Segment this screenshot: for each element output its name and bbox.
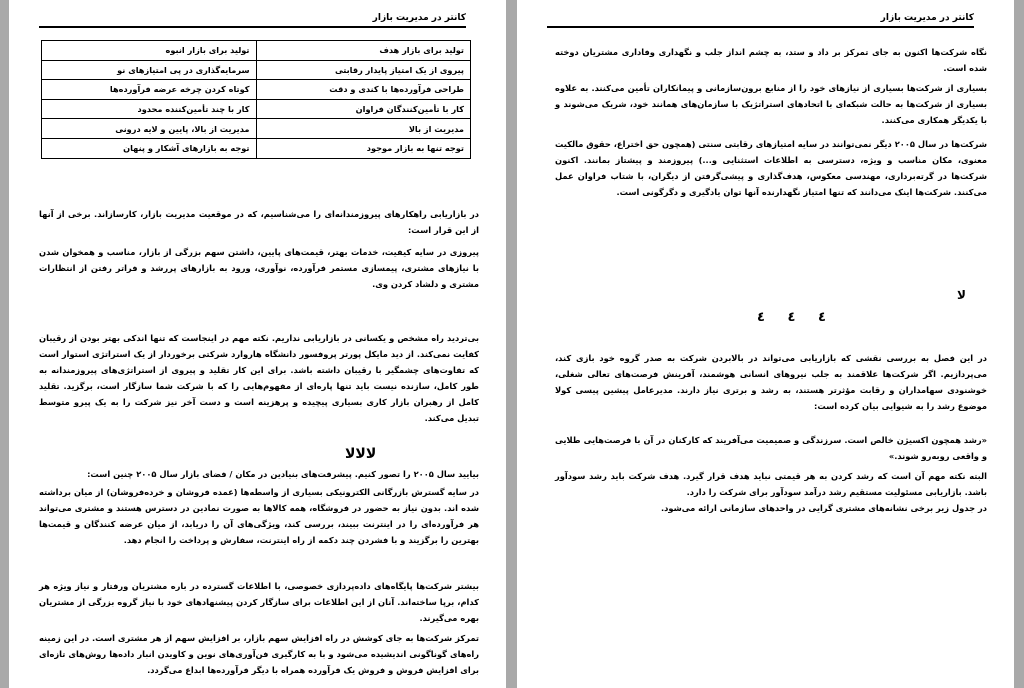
body-paragraph: پیروزی در سایه کیفیت، خدمات بهتر، قیمت‌های پایین، داشتن سهم بزرگی از بازار، مناسب و همخوان شدن با نیازهای مشتری، پیمسازی مستمر فرآورده، نوآوری، ورود به بازارهای پررشد و فراتر رفتن از انتظارات مشتری و دلشاد کردن وی. (39, 247, 479, 289)
body-paragraph: شرکت‌ها در سال ۲۰۰۵ دیگر نمی‌توانند در سایه امتیازهای رقابتی سنتی (همچون حق اختراع، حقوق مالکیت معنوی، مکان مناسب و ویژه، دسترسی به اطلاعات استثنایی و...) پیروزمند و پیشتاز بمانند. اکنون شرکت‌ها در گرته‌برداری، مهندسی معکوس، هدف‌گذاری و پیشی‌گرفتن از دیگران، با شتاب فراوان عمل می‌کنند. شرکت‌ها اینک می‌دانند که تنها امتیاز نگهدارنده آنها توان یادگیری و دگرگونی است. (555, 139, 987, 197)
quote-paragraph: «رشد همچون اکسیژن خالص است. سرزندگی و صمیمیت می‌آفریند که کارکنان در آن با فرصت‌هایی طلایی و واقعی روبه‌رو شوند.» (555, 435, 987, 461)
table-cell: طراحی فرآورده‌ها با کندی و دقت (256, 80, 471, 100)
section-mark: ﻻﻻﻻ (345, 446, 377, 462)
body-paragraph: در این فصل به بررسی نقشی که بازاریابی می‌تواند در بالابردن شرکت به صدر گروه خود بازی کند، می‌پردازیم. اگر شرکت‌ها علاقمند به جلب نیروهای انسانی هوشمند، آفرینش فرصت‌های تعالی شغلی، خوشنودی سهامداران و رقابت مؤثرتر هستند، به رشد و برتری نیاز دارند. مدیرعامل پیشین پیسی کولا موضوع رشد را به شیوایی بیان کرده است: (555, 353, 987, 411)
table-row (42, 80, 471, 100)
table-row (42, 119, 471, 139)
table-cell: پیروی از یک امتیاز پایدار رقابتی (256, 60, 471, 80)
table-cell: کوتاه کردن چرخه عرضه فرآورده‌ها (42, 80, 257, 100)
table-cell: توجه تنها به بازار موجود (256, 138, 471, 158)
table-row (42, 41, 471, 61)
section-heading-glyphs: ٤ ٤ ٤ (757, 310, 826, 325)
table-cell: توجه به بازارهای آشکار و پنهان (42, 138, 257, 158)
page-header-title: کانتر در مدیریت بازار (372, 13, 466, 23)
table-cell: مدیریت از بالا (256, 119, 471, 139)
body-paragraph: بیشتر شرکت‌ها پایگاه‌های داده‌پردازی خصوصی، با اطلاعات گسترده در باره مشتریان ورفتار و نیاز ویژه هر کدام، برپا ساخته‌اند. آنان از این اطلاعات برای سازگار کردن پیشنهادهای خود با نیاز گروه بزرگی از مشتریان بهره می‌گیرند. (39, 581, 479, 623)
body-paragraph: در سایه گسترش بازرگانی الکترونیکی بسیاری از واسطه‌ها (عمده فروشان و خرده‌فروشان) از میان برداشته شده اند. بدون نیاز به حضور در فروشگاه، همه کالاها به صورت نمادین در دسترس هستند و مشتری می‌تواند هر فرآورده‌ای را در اینترنت ببیند، بررسی کند، ویژگی‌های آن را دریابد، از میان عرضه کنندگان و قیمت‌ها بهترین را برگزیند و با فشردن چند دکمه از راه اینترنت، سفارش و پرداخت را انجام دهد. (39, 487, 479, 545)
section-mark: ﻻ (957, 288, 966, 302)
body-paragraph: در بازاریابی راهکارهای پیروزمندانه‌ای را می‌شناسیم، که در موقعیت مدیریت بازار، کارساز‌اند. برخی از آنها از این قرار است: (39, 209, 479, 235)
table-row (42, 99, 471, 119)
table-row (42, 138, 471, 158)
table-cell: کار با تأمین‌کنندگان فراوان (256, 99, 471, 119)
body-paragraph: البته نکته مهم آن است که رشد کردن به هر قیمتی نباید هدف قرار گیرد. هدف شرکت باید رشد سودآور باشد. بازاریابی مسئولیت مستقیم رشد درآمد سودآور برای شرکت را دارد. (555, 471, 987, 497)
table-cell: تولید برای بازار هدف (256, 41, 471, 61)
document-page-right (517, 0, 1014, 688)
body-paragraph: تمرکز شرکت‌ها به جای کوشش در راه افزایش سهم بازار، بر افزایش سهم از هر مشتری است. در این زمینه راه‌های گوناگونی اندیشیده می‌شود و با به کارگیری فن‌آوری‌های نوین و کاویدن انبار داده‌ها روش‌های تازه‌ای برای افزایش فروش و فروش یک فرآورده همراه با دیگر فرآورده‌ها ابداع می‌گردد. (39, 633, 479, 675)
page-header (39, 8, 466, 28)
table-row (42, 60, 471, 80)
table-cell: کار با چند تأمین‌کننده محدود (42, 99, 257, 119)
document-page-left (9, 0, 506, 688)
body-paragraph: بیایید سال ۲۰۰۵ را تصور کنیم. پیشرفت‌های بنیادین در مکان / فضای بازار سال ۲۰۰۵ چنین است: (87, 469, 479, 479)
table-cell: مدیریت از بالا، پایین و لایه درونی (42, 119, 257, 139)
page-header (547, 8, 974, 28)
body-paragraph: نگاه شرکت‌ها اکنون به جای تمرکز بر داد و ستد، به چشم انداز جلب و نگهداری وفاداری مشتریان دوخته شده است. (555, 47, 987, 73)
body-paragraph: در جدول زیر برخی نشانه‌های مشتری گرایی در واحدهای سازمانی ارائه می‌شود. (660, 503, 987, 513)
page-header-title: کانتر در مدیریت بازار (880, 13, 974, 23)
body-paragraph: بسیاری از شرکت‌ها بسیاری از نیازهای خود را از منابع برون‌سازمانی و پیمانکاران تأمین می‌کنند. به علاوه بسیاری از شرکت‌ها به حالت شبکه‌ای با اتحادهای استراتژیک با سازمان‌های همانند خود، شریک می‌شوند و با یکدیگر همکاری می‌کنند. (555, 83, 987, 125)
comparison-table (41, 40, 471, 159)
table-cell: تولید برای بازار انبوه (42, 41, 257, 61)
table-cell: سرمایه‌گذاری در پی امتیازهای نو (42, 60, 257, 80)
body-paragraph: بی‌تردید راه مشخص و یکسانی در بازاریابی نداریم. نکته مهم در اینجاست که تنها اندکی بهتر بودن از رقیبان کفایت نمی‌کند. از دید مایکل پورتر پروفسور دانشگاه هاروارد شرکتی برخوردار از یک استراتژی استوار است که تفاوت‌های چشمگیر با رقیبان داشته باشد. برای این کار تقلید و پیروی از استراتژی‌های پیروزمندانه به طور کامل، سازنده نیست باید تنها پاره‌ای از مفهوم‌هایی را که با شرکت شما سازگار است، برگزید. تقلید کامل از رهبران بازار کاری بسیاری پیچیده و پرهزینه است و دست آخر نیز شرکت را به یک پیرو متوسط تبدیل می‌کند. (39, 333, 479, 423)
